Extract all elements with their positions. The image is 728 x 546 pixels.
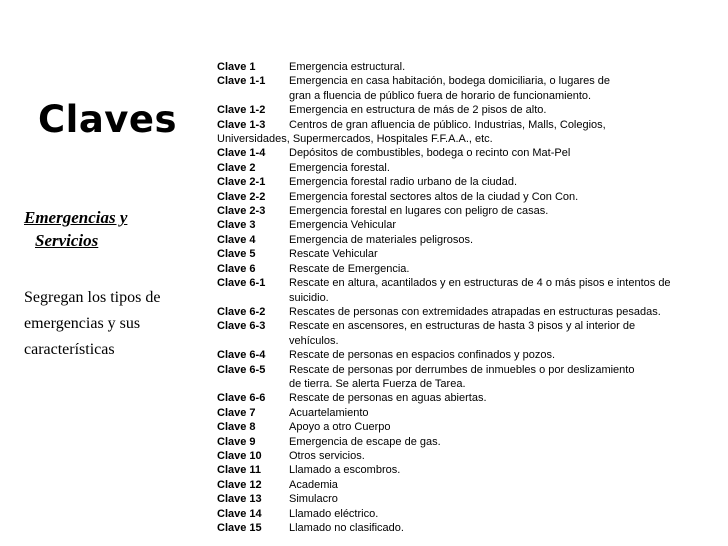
clave-row <box>217 363 722 377</box>
clave-description: Llamado eléctrico. <box>289 507 379 520</box>
clave-row <box>217 262 722 276</box>
clave-description: Apoyo a otro Cuerpo <box>289 421 391 434</box>
clave-description: Rescate de personas en aguas abiertas. <box>289 392 487 405</box>
description-line: emergencias y sus <box>24 315 141 332</box>
clave-row <box>217 435 722 449</box>
clave-code: Clave 6-6 <box>217 392 266 405</box>
clave-description: Emergencia Vehicular <box>289 219 397 232</box>
slide-title: Claves <box>38 98 178 141</box>
clave-code: Clave 6-5 <box>217 363 266 376</box>
clave-code: Clave 10 <box>217 449 262 462</box>
subtitle-line-2: Servicios <box>35 231 99 250</box>
description-line: Segregan los tipos de <box>24 289 161 306</box>
clave-description: Academia <box>289 478 338 491</box>
clave-code: Clave 12 <box>217 478 262 491</box>
clave-row <box>217 218 722 232</box>
clave-description: Rescate de personas por derrumbes de inmuebles o por deslizamiento <box>289 363 635 376</box>
clave-description-continued: Universidades, Supermercados, Hospitales F.F.A.A., etc. <box>217 133 493 146</box>
clave-code: Clave 6-1 <box>217 277 266 290</box>
clave-row <box>217 190 722 204</box>
clave-description: Emergencia estructural. <box>289 61 406 73</box>
clave-code: Clave 6 <box>217 262 256 275</box>
clave-code: Clave 2-1 <box>217 176 266 189</box>
clave-description: Acuartelamiento <box>289 406 369 419</box>
clave-row <box>217 247 722 261</box>
clave-code: Clave 1-4 <box>217 147 266 160</box>
clave-code: Clave 9 <box>217 435 256 448</box>
subtitle-line-1: Emergencias y <box>24 208 128 227</box>
clave-description: Rescate en altura, acantilados y en estructuras de 4 o más pisos e intentos de <box>289 277 671 290</box>
clave-code: Clave 6-3 <box>217 320 266 333</box>
clave-code: Clave 6-4 <box>217 349 266 362</box>
clave-code: Clave 11 <box>217 464 262 477</box>
clave-row <box>217 175 722 189</box>
clave-row <box>217 276 722 290</box>
clave-code: Clave 1-3 <box>217 118 266 131</box>
clave-description: Emergencia forestal en lugares con peligro de casas. <box>289 205 549 218</box>
clave-description: Rescate de Emergencia. <box>289 262 410 275</box>
clave-row <box>217 348 722 362</box>
clave-description: Llamado a escombros. <box>289 464 401 477</box>
clave-row <box>217 233 722 247</box>
clave-code: Clave 1-2 <box>217 104 266 117</box>
clave-description: Rescates de personas con extremidades atrapadas en estructuras pesadas. <box>289 305 661 318</box>
clave-row <box>217 507 722 521</box>
section-description <box>24 285 214 363</box>
clave-row <box>217 449 722 463</box>
clave-code: Clave 14 <box>217 507 262 520</box>
section-subtitle <box>24 206 204 252</box>
clave-code: Clave 7 <box>217 406 256 419</box>
clave-description: Emergencia de materiales peligrosos. <box>289 233 474 246</box>
clave-row <box>217 463 722 477</box>
clave-description: Emergencia forestal. <box>289 161 390 174</box>
clave-description: Rescate Vehicular <box>289 248 378 261</box>
clave-description-continued: gran a fluencia de público fuera de horario de funcionamiento. <box>289 89 592 102</box>
clave-code: Clave 4 <box>217 233 256 246</box>
clave-code: Clave 2-3 <box>217 205 266 218</box>
clave-code: Clave 8 <box>217 421 256 434</box>
clave-row <box>217 60 722 74</box>
clave-description: Emergencia en casa habitación, bodega domiciliaria, o lugares de <box>289 75 611 88</box>
clave-description: Otros servicios. <box>289 449 365 462</box>
clave-description: Emergencia en estructura de más de 2 pisos de alto. <box>289 104 547 117</box>
clave-code: Clave 2-2 <box>217 190 266 203</box>
clave-code: Clave 3 <box>217 219 256 232</box>
clave-row <box>217 521 722 535</box>
clave-description-continued: de tierra. Se alerta Fuerza de Tarea. <box>289 377 466 390</box>
clave-row <box>217 478 722 492</box>
clave-row <box>217 406 722 420</box>
clave-row <box>217 391 722 405</box>
clave-description-continued: vehículos. <box>289 334 339 347</box>
clave-code: Clave 13 <box>217 493 262 506</box>
description-line: características <box>24 341 115 358</box>
clave-description: Rescate de personas en espacios confinados y pozos. <box>289 349 555 362</box>
clave-row <box>217 74 722 88</box>
clave-row <box>217 146 722 160</box>
clave-row <box>217 161 722 175</box>
clave-row <box>217 492 722 506</box>
clave-description: Depósitos de combustibles, bodega o recinto con Mat-Pel <box>289 147 571 160</box>
clave-code: Clave 1-1 <box>217 75 266 88</box>
clave-code: Clave 15 <box>217 522 262 534</box>
clave-description: Rescate en ascensores, en estructuras de hasta 3 pisos y al interior de <box>289 320 636 333</box>
clave-description-continued: suicidio. <box>289 291 329 304</box>
clave-row <box>217 305 722 319</box>
clave-description: Emergencia forestal sectores altos de la ciudad y Con Con. <box>289 190 579 203</box>
clave-row <box>217 204 722 218</box>
clave-row <box>217 103 722 117</box>
clave-row <box>217 118 722 132</box>
clave-description: Emergencia forestal radio urbano de la ciudad. <box>289 176 518 189</box>
clave-code: Clave 2 <box>217 161 256 174</box>
clave-code: Clave 6-2 <box>217 305 266 318</box>
clave-code: Clave 1 <box>217 61 256 73</box>
clave-row <box>217 420 722 434</box>
clave-description: Emergencia de escape de gas. <box>289 435 441 448</box>
clave-row <box>217 319 722 333</box>
claves-list <box>217 60 722 535</box>
clave-code: Clave 5 <box>217 248 256 261</box>
clave-description: Simulacro <box>289 493 338 506</box>
clave-description: Llamado no clasificado. <box>289 522 404 534</box>
clave-description: Centros de gran afluencia de público. Industrias, Malls, Colegios, <box>289 118 606 131</box>
